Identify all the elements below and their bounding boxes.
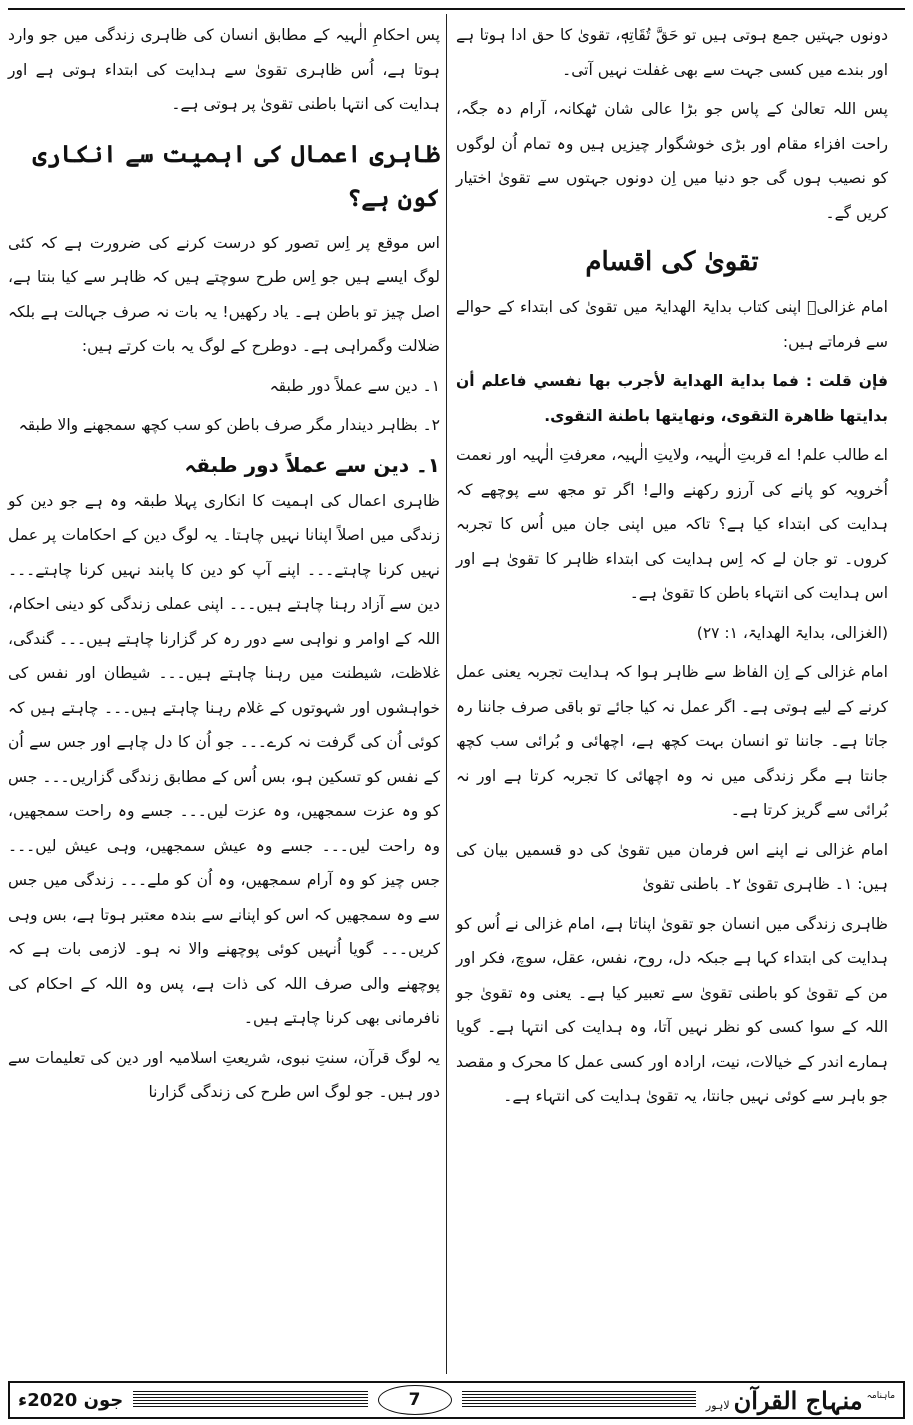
paragraph: امام غزالیؒ اپنی کتاب بدایۃ الھدایۃ میں تقویٰ کی ابتداء کے حوالے سے فرماتے ہیں:	[456, 298, 888, 351]
paragraph: پس اللہ تعالیٰ کے پاس جو بڑا عالی شان ٹھکانہ، آرام دہ جگہ، راحت افزاء مقام اور بڑی خوشگوار چیزیں ہیں وہ تمام اُن لوگوں کو نصیب ہوں گی جو دنیا میں اِن دونوں جہتوں سے تقویٰ اختیار کریں گے۔	[456, 100, 888, 222]
issue-date: جون 2020ء	[18, 1389, 124, 1411]
column-divider	[446, 14, 447, 1374]
decorative-stripes	[133, 1391, 367, 1409]
sub-heading: ۱۔ دین سے عملاً دور طبقہ	[184, 452, 440, 477]
arabic-quote: فإن قلت : فما بداية الهداية لأجرب بها نفسي فاعلم أن بدايتها ظاهرة التقوى، ونهايتها باطنة التقوى.	[456, 372, 888, 425]
paragraph: اے طالب علم! اے قربتِ الٰہیہ، ولایتِ الٰہیہ، معرفتِ الٰہیہ اور نعمت اُخرویہ کو پانے کی آرزو رکھنے والے! اگر تو مجھ سے پوچھے کہ ہدایت کی ابتداء کیا ہے؟ تاکہ میں اپنی جان میں اُس کا تجربہ کروں۔ تو جان لے کہ اِس ہدایت کی ابتداء ظاہر کا تقویٰ ہے اور اس ہدایت کی انتہاء باطن کا تقویٰ ہے۔	[456, 446, 888, 602]
decorative-stripes	[462, 1391, 696, 1409]
page-footer	[8, 1381, 905, 1419]
section-heading: تقویٰ کی اقسام	[585, 247, 759, 277]
magazine-city: لاہور	[705, 1398, 730, 1412]
paragraph: پس احکامِ الٰہیہ کے مطابق انسان کی ظاہری زندگی میں جو وارد ہوتا ہے، اُس ظاہری تقویٰ سے ہدایت کی ابتداء ہوتی ہے اور ہدایت کی انتہا باطنی تقویٰ پر ہوتی ہے۔	[8, 26, 440, 113]
page-number: 7	[378, 1385, 452, 1415]
paragraph: امام غزالی نے اپنے اس فرمان میں تقویٰ کی دو قسمیں بیان کی ہیں: ۱۔ ظاہری تقویٰ ۲۔ باطنی تقویٰ	[456, 840, 888, 893]
list-item: ۲۔ بظاہر دیندار مگر صرف باطن کو سب کچھ سمجھنے والا طبقہ	[18, 416, 440, 434]
paragraph: دونوں جہتیں جمع ہوتی ہیں تو حَقَّ تُقَاتِهٖ، تقویٰ کا حق ادا ہوتا ہے اور بندے میں کسی جہت سے بھی غفلت نہیں آتی۔	[456, 26, 888, 79]
magazine-masthead	[706, 1386, 895, 1415]
citation: (الغزالی، بدایۃ الھدایۃ، ۱: ۲۷)	[696, 623, 888, 642]
magazine-name: منہاج القرآن	[733, 1385, 863, 1415]
section-heading: ظاہری اعمال کی اہمیت سے انکاری کون ہے؟	[32, 138, 440, 212]
paragraph: ظاہری اعمال کی اہمیت کا انکاری پہلا طبقہ وہ ہے جو دین کو زندگی میں اصلاً اپنانا نہیں چاہتا۔ یہ لوگ دین کے احکامات پر عمل نہیں کرنا چاہتے۔۔۔ اپنے آپ کو دین کا پابند نہیں کرنا چاہتے۔۔۔ دین سے آزاد رہنا چاہتے ہیں۔۔۔ اپنی عملی زندگی کو دینی احکام، اللہ کے اوامر و نواہی سے دور رہ کر گزارنا چاہتے ہیں۔۔۔ گندگی، غلاظت، شیطنت میں رہنا چاہتے ہیں۔۔۔ شیطان اور نفس کی خواہشوں اور شہوتوں کے غلام رہنا چاہتے ہیں۔۔۔ چاہتے ہیں کہ کوئی اُن کی گرفت نہ کرے۔۔۔ جو اُن کا دل چاہے اور جس سے اُن کے نفس کو تسکین ہو، بس اُس کے مطابق زندگی گزاریں۔۔۔ جس کو وہ عزت سمجھیں، وہ عزت لیں۔۔۔ جسے وہ راحت سمجھیں، وہ راحت لیں۔۔۔ جسے وہ عیش سمجھیں، وہی عیش لیں۔۔۔ جس چیز کو وہ آرام سمجھیں، وہ اُن کو ملے۔۔۔ زندگی میں جس سے وہ سمجھیں کہ اس کو اپنانے سے بندہ معتبر ہوتا ہے، بس وہی کریں۔۔۔ گویا اُنہیں کوئی پوچھنے والا نہ ہو۔ لازمی بات ہے کہ پوچھنے والی صرف اللہ کی ذات ہے، پس وہ اللہ کے احکام کی نافرمانی بھی کرنا چاہتے ہیں۔	[8, 491, 440, 1027]
right-column	[456, 18, 888, 1119]
magazine-tag: ماہنامہ	[866, 1390, 896, 1401]
paragraph: یہ لوگ قرآن، سنتِ نبوی، شریعتِ اسلامیہ اور دین کی تعلیمات سے دور ہیں۔ جو لوگ اس طرح کی زندگی گزارنا	[8, 1048, 440, 1101]
paragraph: ظاہری زندگی میں انسان جو تقویٰ اپناتا ہے، امام غزالی نے اُس کو ہدایت کی ابتداء کہا ہے جبکہ دل، روح، نفس، عقل، سوچ، فکر اور من کے تقویٰ کو باطنی تقویٰ سے تعبیر کیا ہے۔ یعنی وہ تقویٰ جو اللہ کے سوا کسی کو نظر نہیں آتا، وہ ہدایت کی انتہا ہے۔ گویا ہمارے اندر کے خیالات، نیت، ارادہ اور کسی عمل کا محرک و مقصد جو باہر سے کوئی نہیں جانتا، یہ تقویٰ ہدایت کی انتہاء ہے۔	[456, 914, 888, 1105]
left-column	[8, 18, 440, 1115]
paragraph: اس موقع پر اِس تصور کو درست کرنے کی ضرورت ہے کہ کئی لوگ ایسے ہیں جو اِس طرح سوچتے ہیں کہ ظاہر سے کیا بنتا ہے، اصل چیز تو باطن ہے۔ یاد رکھیں! یہ بات نہ صرف جہالت ہے بلکہ ضلالت وگمراہی ہے۔ دوطرح کے لوگ یہ بات کرتے ہیں:	[8, 233, 440, 355]
top-rule	[8, 8, 905, 10]
paragraph: امام غزالی کے اِن الفاظ سے ظاہر ہوا کہ ہدایت تجربہ یعنی عمل کرنے کے لیے ہوتی ہے۔ اگر عمل نہ کیا جائے تو باقی صرف جاننا رہ جاتا ہے۔ جاننا تو انسان بہت کچھ ہے، اچھائی و بُرائی سب کچھ جانتا ہے مگر زندگی میں نہ وہ اچھائی کا تجربہ کرتا ہے اور نہ بُرائی سے گریز کرتا ہے۔	[456, 663, 888, 819]
list-item: ۱۔ دین سے عملاً دور طبقہ	[269, 376, 440, 395]
